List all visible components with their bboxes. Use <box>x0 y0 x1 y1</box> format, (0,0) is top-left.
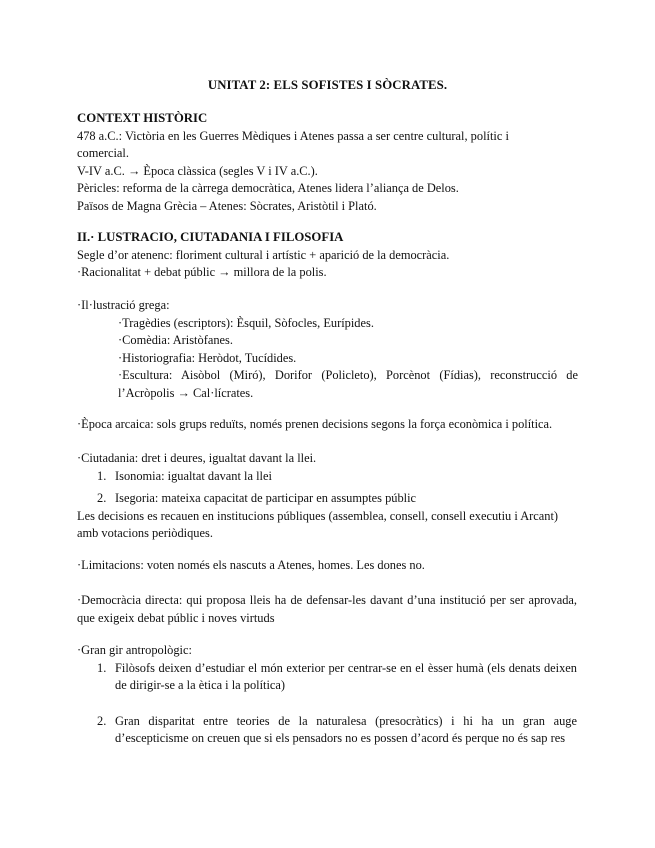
list-item <box>77 468 577 486</box>
gran-gir-label: ·Gran gir antropològic: <box>77 643 192 657</box>
list-text: Gran disparitat entre teories de la naturalesa (presocràtics) i hi ha un gran auge d’escepticisme on creuen que si els pensadors no es possen d’acord és perque no és sap res <box>115 713 577 746</box>
illustracio-block <box>77 297 577 403</box>
context-heading: CONTEXT HISTÒRIC <box>77 111 208 125</box>
illustracio-item: ·Historiografia: Heròdot, Tucídides. <box>118 350 297 365</box>
context-section <box>77 110 577 216</box>
list-number: 1. <box>97 468 107 483</box>
section-ii-heading-block <box>77 229 577 282</box>
page-title: UNITAT 2: ELS SOFISTES I SÒCRATES. <box>207 78 448 92</box>
limitacions-block <box>77 557 577 575</box>
illustracio-item: ·Comèdia: Aristòfanes. <box>118 333 233 348</box>
intro-line: Segle d’or atenenc: floriment cultural i artístic + aparició de la democràcia. <box>77 247 450 262</box>
illustracio-label: ·Il·lustració grega: <box>77 298 170 312</box>
democracia-text: ·Democràcia directa: qui proposa lleis ha de defensar-les davant d’una institució per ser aprovada, que exigeix debat públic i noves virtuds <box>77 593 577 625</box>
democracia-block <box>77 592 577 627</box>
list-number: 2. <box>97 491 107 506</box>
limitacions-text: ·Limitacions: voten només els nascuts a Atenes, homes. Les dones no. <box>77 558 425 572</box>
context-line: Països de Magna Grècia – Atenes: Sòcrates, Aristòtil i Plató. <box>77 198 377 213</box>
epoca-arcaica-block <box>77 416 577 434</box>
list-item <box>77 713 577 748</box>
epoca-arcaica-text: ·Època arcaica: sols grups reduïts, només prenen decisions segons la força econòmica i política. <box>77 417 553 431</box>
gran-gir-block <box>77 642 577 748</box>
context-line: Pèricles: reforma de la càrrega democràtica, Atenes lidera l’aliança de Delos. <box>77 181 459 196</box>
list-text: Isonomia: igualtat davant la llei <box>115 468 272 483</box>
list-number: 2. <box>97 713 107 728</box>
ciutadania-label: ·Ciutadania: dret i deures, igualtat davant la llei. <box>77 451 317 465</box>
list-text: Isegoria: mateixa capacitat de participar en assumptes públic <box>115 491 417 506</box>
list-item <box>77 490 577 508</box>
list-item <box>77 660 577 695</box>
ciutadania-after: Les decisions es recauen en institucions públiques (assemblea, consell, consell executiu i Arcant) amb votacions periòdiques. <box>77 508 559 541</box>
intro-line: ·Racionalitat + debat públic → millora de la polis. <box>77 265 327 280</box>
list-text: Filòsofs deixen d’estudiar el món exterior per centrar-se en el èsser humà (els denats deixen de dirigir-se a la ètica i la política) <box>115 660 577 693</box>
illustracio-item: ·Escultura: Aisòbol (Miró), Dorifor (Policleto), Porcènot (Fídias), reconstrucció de l’Acròpolis → Cal·lícrates. <box>118 368 578 400</box>
context-line: V-IV a.C. → Època clàssica (segles V i IV a.C.). <box>77 163 318 178</box>
list-number: 1. <box>97 660 107 675</box>
context-line: 478 a.C.: Victòria en les Guerres Mèdiques i Atenes passa a ser centre cultural, polític i comercial. <box>77 128 509 161</box>
illustracio-item: ·Tragèdies (escriptors): Èsquil, Sòfocles, Eurípides. <box>118 315 374 330</box>
ciutadania-block <box>77 450 577 543</box>
section-ii-heading: II.· LUSTRACIO, CIUTADANIA I FILOSOFIA <box>77 230 344 244</box>
